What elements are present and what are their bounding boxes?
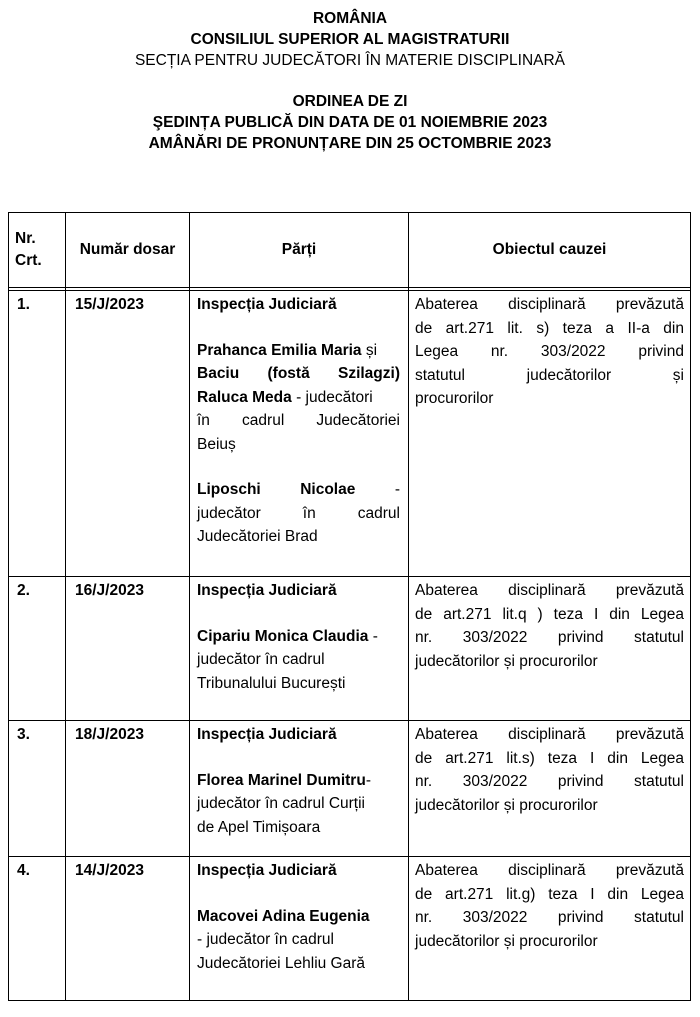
defendant: Macovei Adina Eugenia - judecător în cadrul Judecătoriei Lehliu Gară xyxy=(197,907,370,972)
defendants-group-2: Liposchi Nicolae - judecător în cadrul Judecătoriei Brad xyxy=(197,481,401,545)
header-numar-dosar: Număr dosar xyxy=(66,213,190,288)
header-nr-crt: Nr. Crt. xyxy=(9,213,66,288)
document-header xyxy=(0,8,700,154)
defendants-group-1: Prahanca Emilia Maria și Baciu (fostă Szilagzi) Raluca Meda - judecători în cadrul Judecătoriei Beiuș xyxy=(197,341,400,453)
row-obiect: Abaterea disciplinară prevăzută de art.271 lit.g) teza I din Legea nr. 303/2022 privind statutul judecătorilor și procurorilor xyxy=(409,857,691,1001)
agenda-title: ORDINEA DE ZI xyxy=(292,93,408,110)
row-dosar: 14/J/2023 xyxy=(66,857,190,1001)
table-row xyxy=(9,721,691,857)
row-parti xyxy=(190,577,409,721)
row-obiect: Abaterea disciplinară prevăzută de art.271 lit. s) teza a II-a din Legea nr. 303/2022 privind statutul judecătorilor și procurorilor xyxy=(409,291,691,577)
country-title: ROMÂNIA xyxy=(312,10,388,27)
row-obiect: Abaterea disciplinară prevăzută de art.271 lit.s) teza I din Legea nr. 303/2022 privind statutul judecătorilor și procurorilor xyxy=(409,721,691,857)
defendant: Cipariu Monica Claudia - judecător în cadrul Tribunalului București xyxy=(197,627,378,692)
row-parti xyxy=(190,721,409,857)
table-row xyxy=(9,577,691,721)
defendant: Florea Marinel Dumitru- judecător în cadrul Curții de Apel Timișoara xyxy=(197,771,371,836)
postponements-title: AMÂNĂRI DE PRONUNȚARE DIN 25 OCTOMBRIE 2023 xyxy=(148,135,552,152)
table-row xyxy=(9,857,691,1001)
row-nr: 4. xyxy=(9,857,66,1001)
table-row xyxy=(9,291,691,577)
row-nr: 3. xyxy=(9,721,66,857)
agenda-table xyxy=(8,212,691,1001)
plaintiff: Inspecția Judiciară xyxy=(197,726,337,743)
row-dosar: 18/J/2023 xyxy=(66,721,190,857)
plaintiff: Inspecția Judiciară xyxy=(197,582,337,599)
table-header-row xyxy=(9,213,691,288)
row-parti xyxy=(190,857,409,1001)
institution-title: CONSILIUL SUPERIOR AL MAGISTRATURII xyxy=(190,31,510,48)
row-parti xyxy=(190,291,409,577)
session-title: ŞEDINȚA PUBLICĂ DIN DATA DE 01 NOIEMBRIE 2023 xyxy=(152,114,548,131)
row-nr: 1. xyxy=(9,291,66,577)
row-dosar: 15/J/2023 xyxy=(66,291,190,577)
plaintiff: Inspecția Judiciară xyxy=(197,862,337,879)
header-obiectul-cauzei: Obiectul cauzei xyxy=(409,213,691,288)
header-parti: Părți xyxy=(190,213,409,288)
row-dosar: 16/J/2023 xyxy=(66,577,190,721)
row-nr: 2. xyxy=(9,577,66,721)
plaintiff: Inspecția Judiciară xyxy=(197,296,337,313)
row-obiect: Abaterea disciplinară prevăzută de art.271 lit.q ) teza I din Legea nr. 303/2022 privind statutul judecătorilor și procurorilor xyxy=(409,577,691,721)
section-title: SECȚIA PENTRU JUDECĂTORI ÎN MATERIE DISCIPLINARĂ xyxy=(134,52,566,69)
